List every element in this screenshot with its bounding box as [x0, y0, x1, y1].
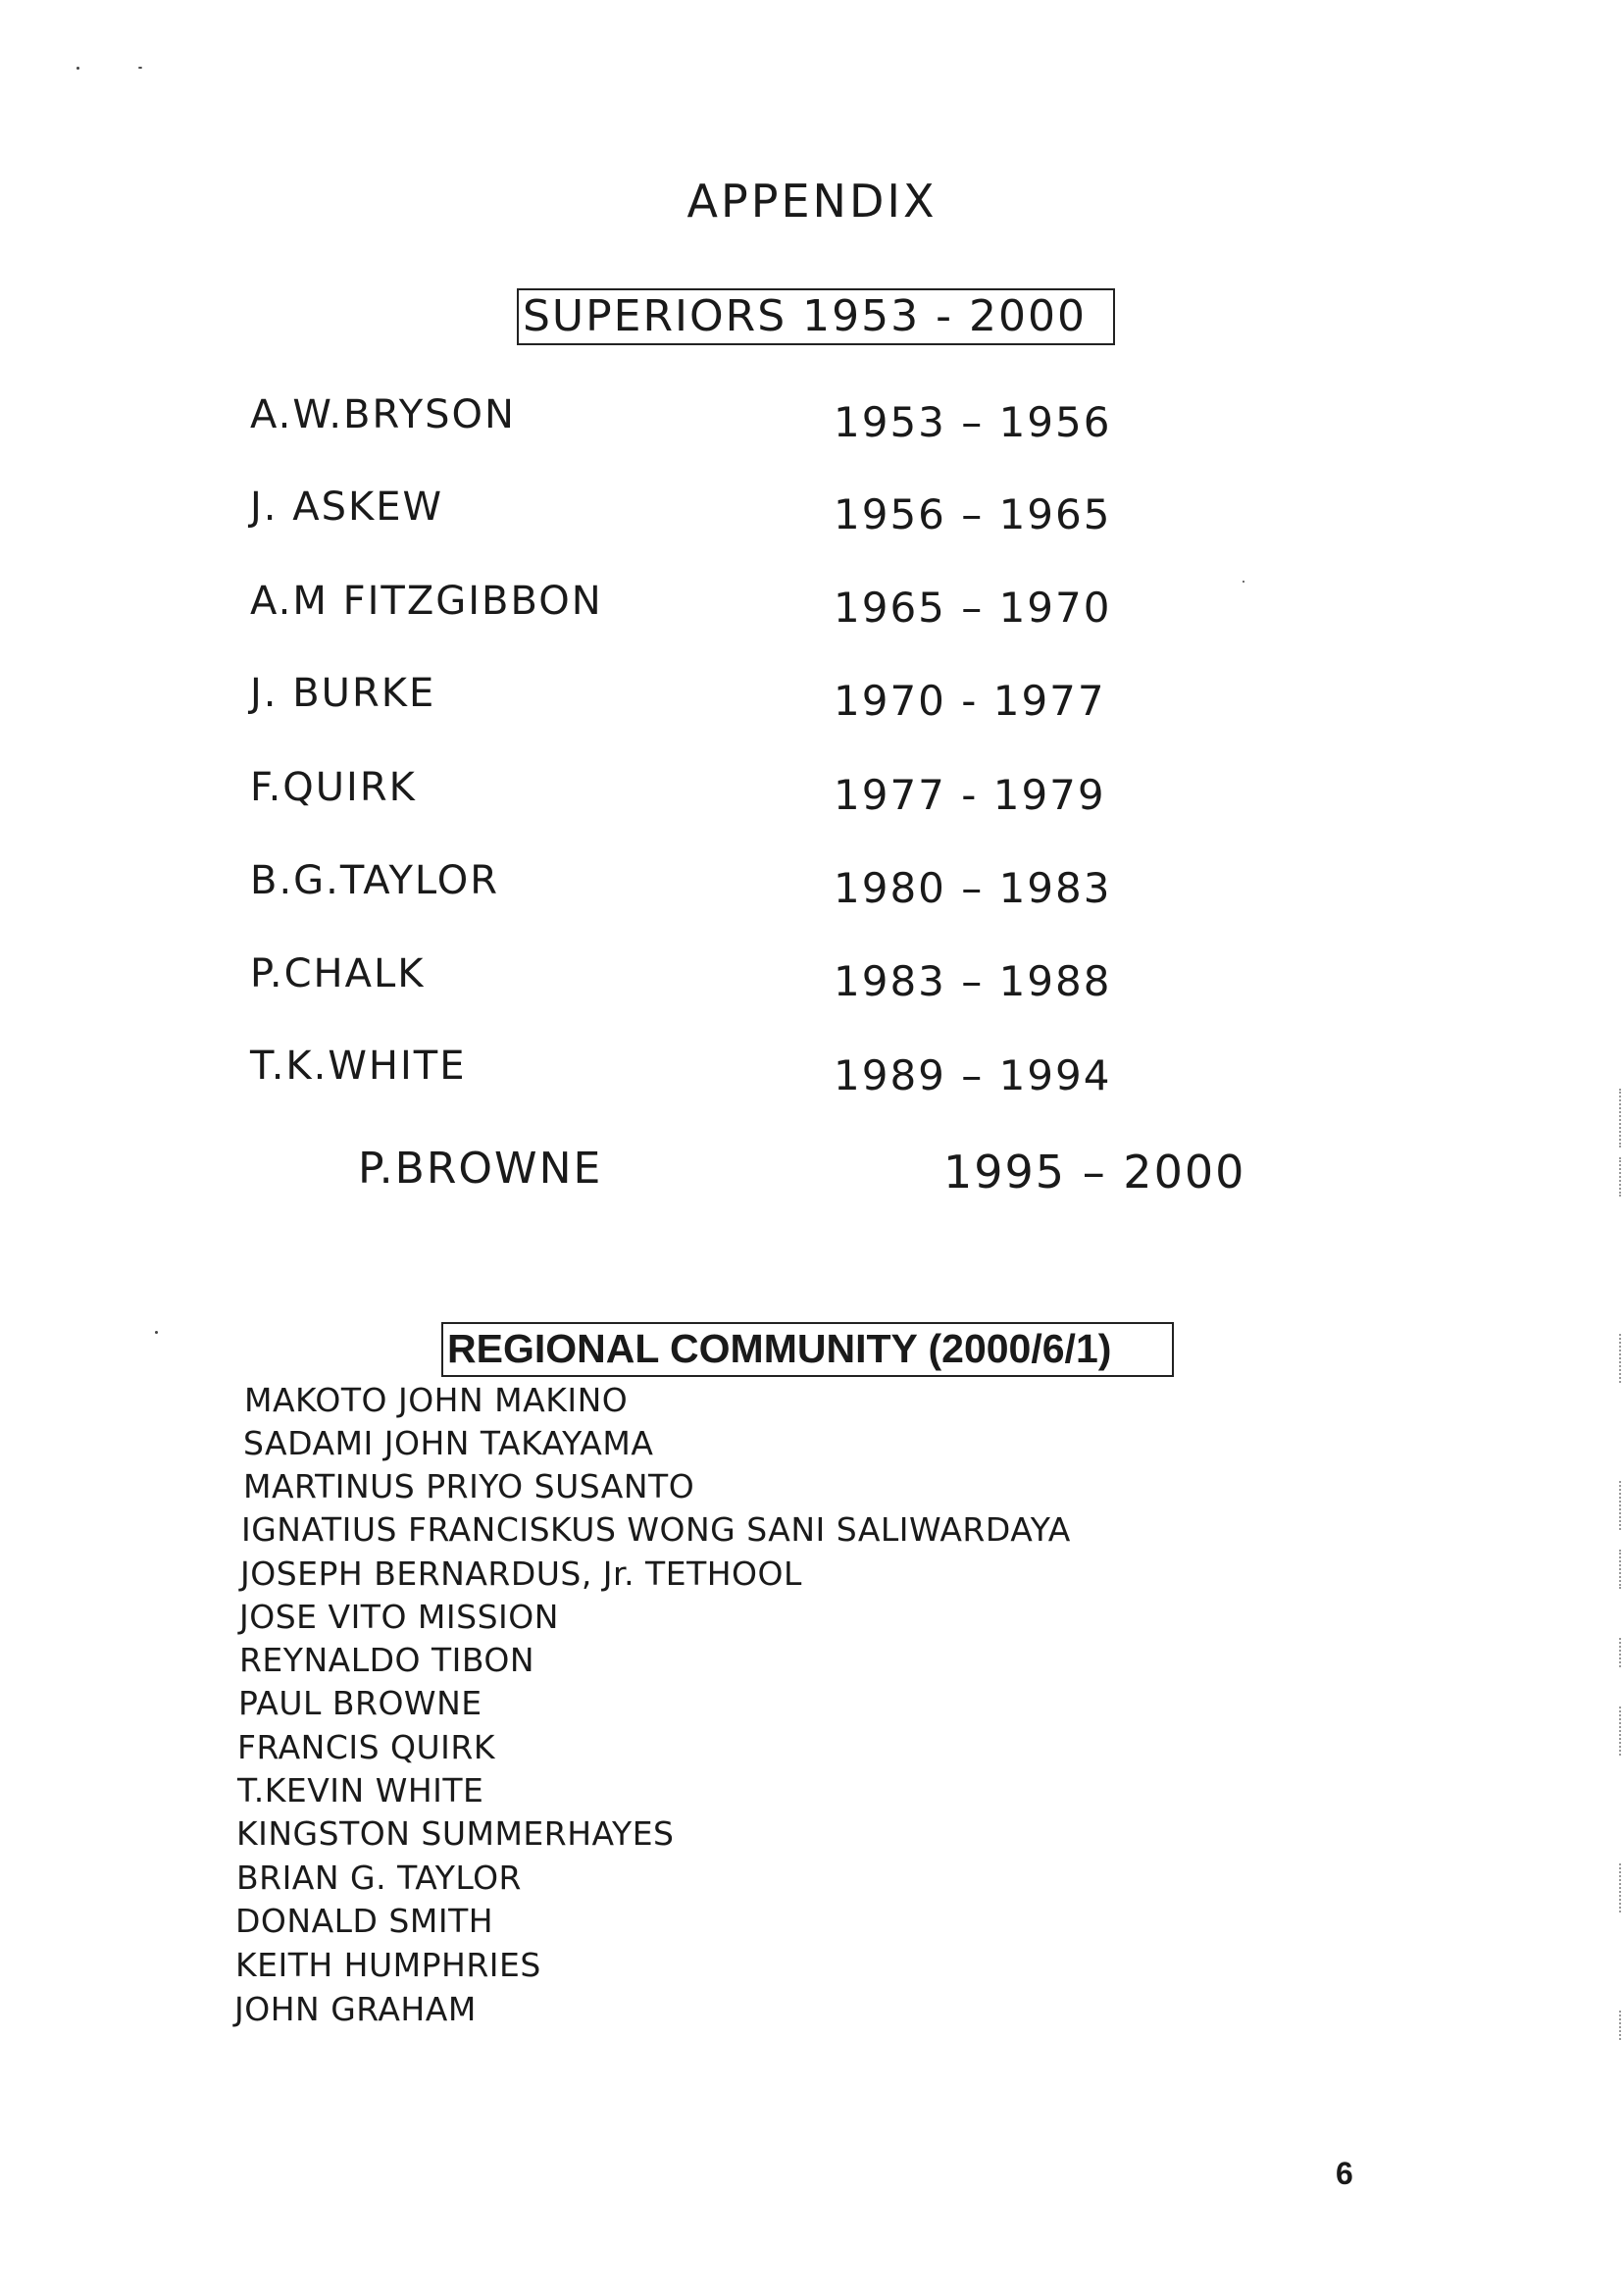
scan-edge-mark	[1619, 1334, 1623, 1383]
list-item: PAUL BROWNE	[238, 1684, 482, 1722]
list-item: KEITH HUMPHRIES	[235, 1946, 541, 1984]
list-item: DONALD SMITH	[235, 1902, 494, 1940]
regional-community-heading: REGIONAL COMMUNITY (2000/6/1)	[441, 1322, 1174, 1377]
scan-speck	[155, 1331, 158, 1334]
list-item: SADAMI JOHN TAKAYAMA	[243, 1424, 654, 1462]
list-item: BRIAN G. TAYLOR	[236, 1859, 522, 1897]
superior-years: 1953 – 1956	[834, 398, 1112, 446]
list-item: KINGSTON SUMMERHAYES	[236, 1814, 675, 1853]
scan-edge-mark	[1619, 2011, 1623, 2040]
superior-name: J. BURKE	[250, 671, 436, 716]
superior-years: 1965 – 1970	[834, 584, 1112, 632]
superior-name: F.QUIRK	[250, 765, 417, 810]
scan-edge-mark	[1619, 1638, 1623, 1667]
scan-edge-mark	[1619, 1550, 1623, 1589]
scan-edge-mark	[1619, 1157, 1623, 1197]
list-item: MAKOTO JOHN MAKINO	[244, 1381, 629, 1419]
superior-name: P.BROWNE	[358, 1144, 603, 1194]
superior-years: 1956 – 1965	[834, 490, 1112, 538]
scan-edge-mark	[1619, 1863, 1623, 1912]
superior-years: 1995 – 2000	[943, 1146, 1246, 1198]
list-item: MARTINUS PRIYO SUSANTO	[243, 1467, 695, 1505]
superior-name: B.G.TAYLOR	[250, 858, 500, 903]
list-item: FRANCIS QUIRK	[237, 1728, 495, 1766]
scan-speck	[138, 67, 142, 69]
list-item: IGNATIUS FRANCISKUS WONG SANI SALIWARDAYA	[241, 1510, 1071, 1549]
page-title: APPENDIX	[686, 175, 938, 228]
scan-speck	[76, 67, 79, 70]
scan-edge-mark	[1619, 1707, 1623, 1756]
list-item: JOSE VITO MISSION	[239, 1598, 559, 1636]
list-item: JOHN GRAHAM	[234, 1990, 477, 2028]
superior-name: A.M FITZGIBBON	[250, 579, 603, 624]
superior-years: 1970 - 1977	[834, 677, 1106, 725]
list-item: T.KEVIN WHITE	[237, 1771, 484, 1810]
superior-name: P.CHALK	[250, 951, 426, 996]
superior-years: 1989 – 1994	[834, 1051, 1112, 1099]
superior-name: J. ASKEW	[250, 484, 444, 530]
superior-name: A.W.BRYSON	[250, 392, 516, 437]
superiors-heading: SUPERIORS 1953 - 2000	[517, 288, 1115, 345]
scan-edge-mark	[1619, 1481, 1623, 1530]
superior-years: 1983 – 1988	[834, 957, 1112, 1005]
list-item: REYNALDO TIBON	[239, 1641, 535, 1679]
scan-edge-mark	[1619, 1089, 1623, 1147]
list-item: JOSEPH BERNARDUS, Jr. TETHOOL	[240, 1555, 802, 1593]
superior-years: 1977 - 1979	[834, 771, 1106, 819]
superior-name: T.K.WHITE	[250, 1044, 467, 1089]
superior-years: 1980 – 1983	[834, 864, 1112, 912]
page-number: 6	[1336, 2156, 1353, 2191]
scan-speck	[1243, 581, 1244, 583]
